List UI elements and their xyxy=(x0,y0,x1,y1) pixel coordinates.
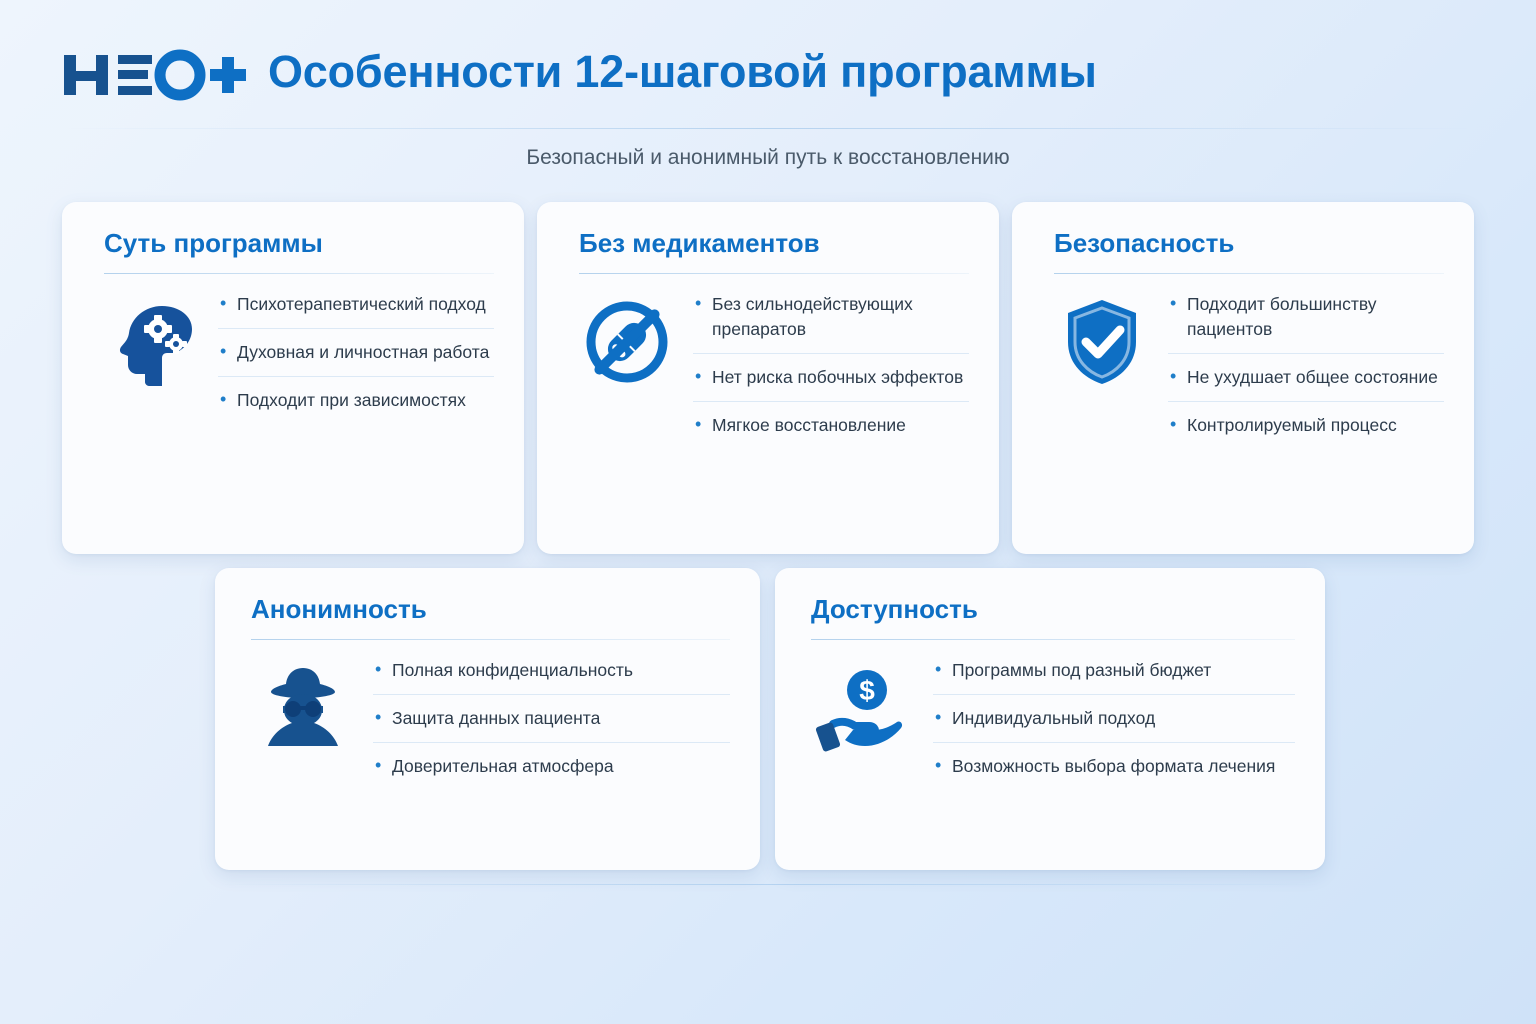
header-divider xyxy=(62,128,1474,129)
list-item: • Духовная и личностная работа xyxy=(218,340,494,377)
list-item: • Программы под разный бюджет xyxy=(933,658,1295,695)
footer-divider xyxy=(215,884,1325,885)
card-title: Без медикаментов xyxy=(579,228,820,258)
no-pills-icon xyxy=(579,292,675,392)
card-bullet-list xyxy=(218,292,494,413)
list-item: • Нет риска побочных эффектов xyxy=(693,365,969,402)
header xyxy=(0,0,1536,128)
head-gears-icon xyxy=(104,292,200,392)
card-body xyxy=(579,292,969,437)
list-item: • Доверительная атмосфера xyxy=(373,754,730,779)
card-title: Суть программы xyxy=(104,228,323,258)
feature-card-safety xyxy=(1012,202,1474,554)
card-bullet-list xyxy=(693,292,969,437)
card-title-divider xyxy=(811,639,1295,640)
card-title: Доступность xyxy=(811,594,978,624)
list-item: • Не ухудшает общее состояние xyxy=(1168,365,1444,402)
svg-text:$: $ xyxy=(859,675,875,706)
hand-coin-icon xyxy=(811,658,915,766)
list-item: • Контролируемый процесс xyxy=(1168,413,1444,438)
card-bullet-list xyxy=(933,658,1295,779)
list-item: • Защита данных пациента xyxy=(373,706,730,743)
feature-card-anonymity xyxy=(215,568,760,870)
card-title-divider xyxy=(579,273,969,274)
card-body xyxy=(104,292,494,413)
card-body xyxy=(251,658,730,779)
list-item: • Без сильнодействующих препаратов xyxy=(693,292,969,354)
card-body xyxy=(811,658,1295,779)
card-body xyxy=(1054,292,1444,437)
card-title-divider xyxy=(1054,273,1444,274)
card-bullet-list xyxy=(1168,292,1444,437)
shield-check-icon xyxy=(1054,292,1150,392)
brand-logo xyxy=(62,48,248,102)
list-item: • Индивидуальный подход xyxy=(933,706,1295,743)
card-title-divider xyxy=(251,639,730,640)
list-item: • Подходит большинству пациентов xyxy=(1168,292,1444,354)
list-item: • Полная конфиденциальность xyxy=(373,658,730,695)
list-item: • Психотерапевтический подход xyxy=(218,292,494,329)
list-item: • Возможность выбора формата лечения xyxy=(933,754,1295,779)
card-title-divider xyxy=(104,273,494,274)
page-subtitle: Безопасный и анонимный путь к восстановлению xyxy=(526,146,1010,169)
card-title: Безопасность xyxy=(1054,228,1235,258)
list-item: • Мягкое восстановление xyxy=(693,413,969,438)
feature-card-no-medication xyxy=(537,202,999,554)
card-bullet-list xyxy=(373,658,730,779)
list-item: • Подходит при зависимостях xyxy=(218,388,494,413)
page-title: Особенности 12-шаговой программы xyxy=(268,46,1097,97)
card-title: Анонимность xyxy=(251,594,427,624)
anonymous-person-icon xyxy=(251,658,355,766)
feature-card-program-essence xyxy=(62,202,524,554)
feature-card-affordability xyxy=(775,568,1325,870)
